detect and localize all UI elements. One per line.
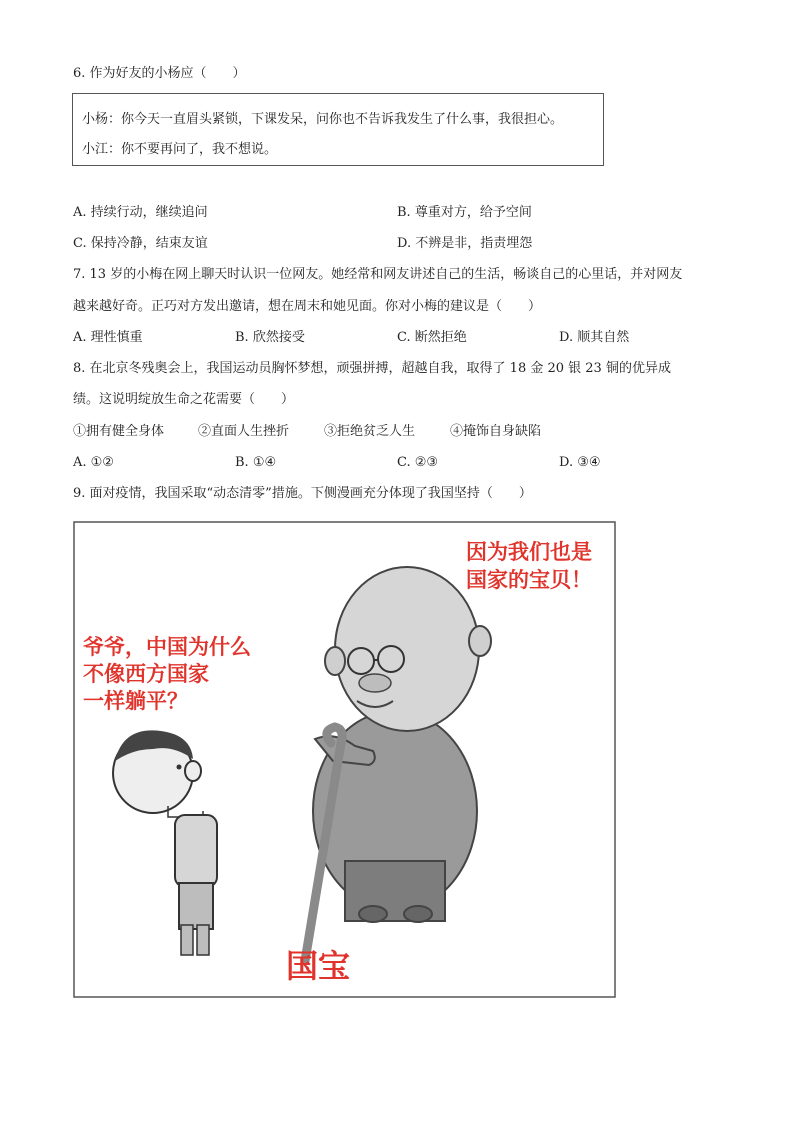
q6-dialog-line-2: 小江：你不要再问了，我不想说。 — [82, 142, 278, 157]
q6-option-c[interactable]: C. 保持冷静，结束友谊 — [73, 236, 208, 251]
q8-option-d[interactable]: D. ③④ — [559, 455, 601, 470]
child-speech-line-2: 不像西方国家 — [83, 662, 209, 686]
q8-option-c[interactable]: C. ②③ — [397, 455, 439, 470]
comic-caption: 国宝 — [286, 947, 351, 985]
comic-illustration — [73, 521, 616, 998]
q7-option-c[interactable]: C. 断然拒绝 — [397, 330, 467, 345]
q8-statement-2: ②直面人生挫折 — [198, 424, 290, 439]
q7-stem-line-1: 7. 13 岁的小梅在网上聊天时认识一位网友。她经常和网友讲述自己的生活，畅谈自己的心里话，并对网友 — [73, 267, 683, 282]
q8-statement-4: ④掩饰自身缺陷 — [450, 424, 542, 439]
q7-stem-line-2: 越来越好奇。正巧对方发出邀请，想在周末和她见面。你对小梅的建议是（ ） — [73, 299, 542, 314]
q7-option-b[interactable]: B. 欣然接受 — [235, 330, 305, 345]
q7-option-d[interactable]: D. 顺其自然 — [559, 330, 630, 345]
q8-stem-line-2: 绩。这说明绽放生命之花需要（ ） — [73, 392, 295, 407]
q6-option-a[interactable]: A. 持续行动，继续追问 — [73, 205, 208, 220]
grandpa-speech-line-2: 国家的宝贝！ — [466, 568, 592, 592]
q9-stem: 9. 面对疫情，我国采取“动态清零”措施。下侧漫画充分体现了我国坚持（ ） — [73, 486, 532, 501]
q6-stem: 6. 作为好友的小杨应（ ） — [73, 66, 246, 81]
q7-option-a[interactable]: A. 理性慎重 — [73, 330, 143, 345]
q6-dialog-box — [72, 93, 604, 166]
q6-option-d[interactable]: D. 不辨是非，指责埋怨 — [397, 236, 533, 251]
child-speech-line-3: 一样躺平？ — [83, 689, 188, 713]
q6-option-b[interactable]: B. 尊重对方，给予空间 — [397, 205, 532, 220]
q8-stem-line-1: 8. 在北京冬残奥会上，我国运动员胸怀梦想，顽强拼搏，超越自我，取得了 18 金 20 银 23 铜的优异成 — [73, 361, 671, 376]
q8-statement-1: ①拥有健全身体 — [73, 424, 165, 439]
q8-option-a[interactable]: A. ①② — [73, 455, 114, 470]
q8-option-b[interactable]: B. ①④ — [235, 455, 277, 470]
grandpa-speech-line-1: 因为我们也是 — [466, 540, 592, 564]
child-speech-line-1: 爷爷，中国为什么 — [83, 635, 251, 659]
q6-dialog-line-1: 小杨：你今天一直眉头紧锁，下课发呆，问你也不告诉我发生了什么事，我很担心。 — [82, 112, 564, 127]
q8-statement-3: ③拒绝贫乏人生 — [324, 424, 416, 439]
